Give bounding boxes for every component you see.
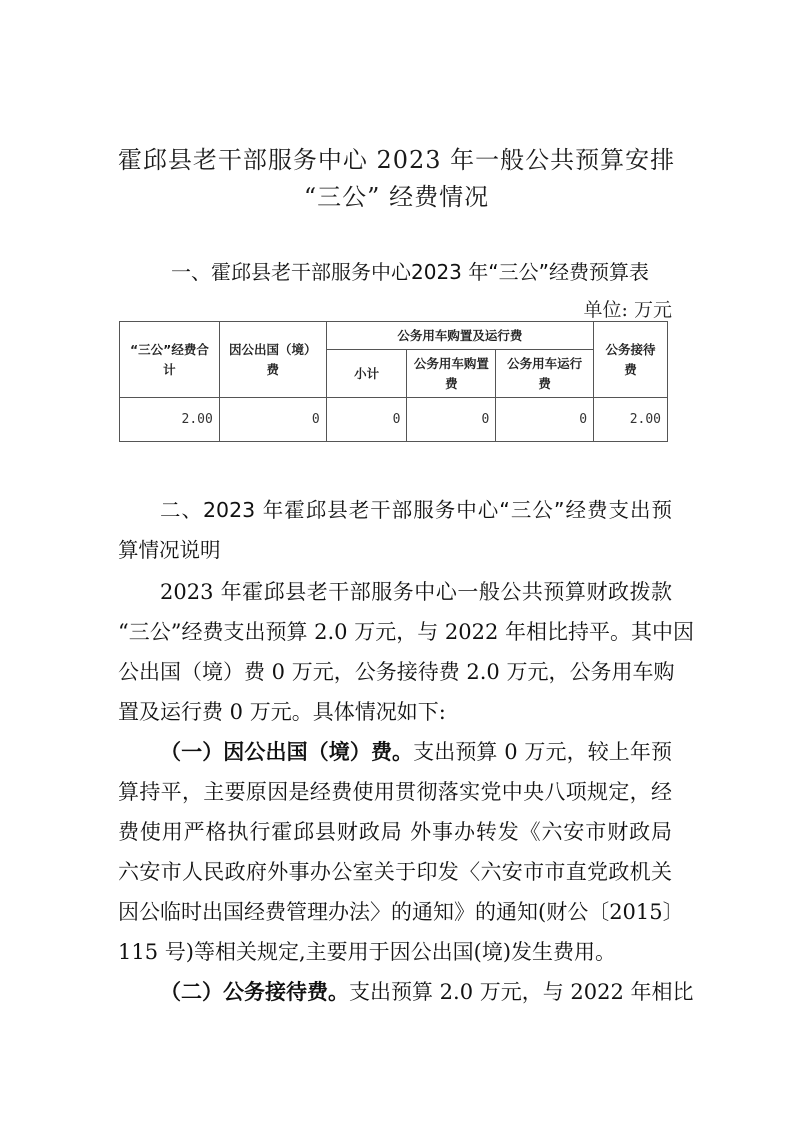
header-total: “三公”经费合计 xyxy=(120,322,220,398)
paragraph-2-line-1 xyxy=(160,732,672,772)
table-row xyxy=(120,398,668,442)
paragraph-3-line-1-text: 支出预算 2.0 万元，与 2022 年相比 xyxy=(349,980,694,1004)
unit-label: 单位: 万元 xyxy=(583,299,672,321)
header-overseas: 因公出国（境）费 xyxy=(219,322,326,398)
paragraph-2-line-6: 115 号)等相关规定,主要用于因公出国(境)发生费用。 xyxy=(118,940,617,964)
header-reception: 公务接待费 xyxy=(594,322,668,398)
cell-total: 2.00 xyxy=(120,398,220,442)
paragraph-3-lead: （二）公务接待费。 xyxy=(160,980,349,1004)
paragraph-1-line-4: 置及运行费 0 万元。具体情况如下: xyxy=(118,700,446,724)
cell-vehicle-purchase: 0 xyxy=(407,398,496,442)
paragraph-1-line-2: “三公”经费支出预算 2.0 万元，与 2022 年相比持平。其中因 xyxy=(118,620,695,644)
paragraph-3-line-1 xyxy=(160,972,694,1012)
paragraph-2-line-4: 六安市人民政府外事办公室关于印发〈六安市市直党政机关 xyxy=(118,860,672,884)
cell-reception: 2.00 xyxy=(594,398,668,442)
cell-vehicle-operation: 0 xyxy=(496,398,594,442)
paragraph-2-line-2: 算持平，主要原因是经费使用贯彻落实党中央八项规定，经 xyxy=(118,780,672,804)
header-vehicle-operation: 公务用车运行费 xyxy=(496,350,594,398)
header-vehicle-group: 公务用车购置及运行费 xyxy=(326,322,593,350)
section-2-heading-line-2: 算情况说明 xyxy=(118,538,221,562)
cell-vehicle-subtotal: 0 xyxy=(326,398,407,442)
three-public-budget-table xyxy=(119,321,668,442)
paragraph-2-line-1-text: 支出预算 0 万元，较上年预 xyxy=(413,740,672,764)
document-title-line-1: 霍邱县老干部服务中心 2023 年一般公共预算安排 xyxy=(117,146,676,174)
paragraph-1-line-1: 2023 年霍邱县老干部服务中心一般公共预算财政拨款 xyxy=(160,580,672,604)
header-vehicle-subtotal: 小计 xyxy=(326,350,407,398)
document-title-line-2: “三公” 经费情况 xyxy=(303,183,490,211)
cell-overseas: 0 xyxy=(219,398,326,442)
header-vehicle-purchase: 公务用车购置费 xyxy=(407,350,496,398)
paragraph-1-line-3: 公出国（境）费 0 万元，公务接待费 2.0 万元，公务用车购 xyxy=(118,660,675,684)
section-1-heading: 一、霍邱县老干部服务中心2023 年“三公”经费预算表 xyxy=(171,260,649,284)
section-2-heading-line-1: 二、2023 年霍邱县老干部服务中心“三公”经费支出预 xyxy=(160,498,672,522)
paragraph-2-line-5: 因公临时出国经费管理办法〉的通知》的通知(财公〔2015〕 xyxy=(118,900,684,924)
paragraph-2-line-3: 费使用严格执行霍邱县财政局 外事办转发《六安市财政局 xyxy=(118,820,672,844)
paragraph-2-lead: （一）因公出国（境）费。 xyxy=(160,740,414,764)
